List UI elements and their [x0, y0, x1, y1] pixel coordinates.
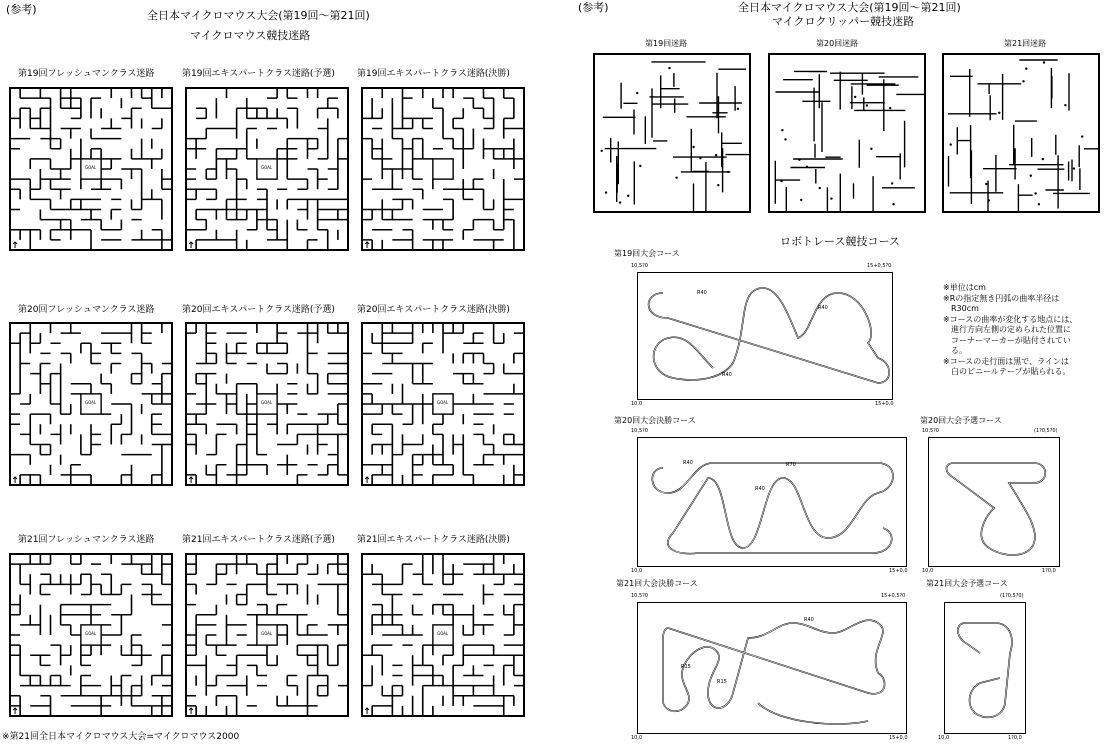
course-corner-coord: 15+0,0	[889, 735, 908, 741]
course-diagram	[637, 272, 893, 400]
clipper-maze-diagram	[768, 53, 926, 213]
right-title-line1: 全日本マイクロマウス大会(第19回〜第21回)	[738, 1, 961, 14]
maze-label: 第21回フレッシュマンクラス迷路	[18, 535, 155, 545]
radius-label: R40	[818, 305, 828, 311]
course-note-line: コーナーマーカーが貼付されてい	[943, 335, 1071, 345]
maze-diagram	[185, 87, 349, 251]
left-title-line1: 全日本マイクロマウス大会(第19回〜第21回)	[147, 9, 370, 22]
radius-label: R40	[755, 486, 765, 492]
course-corner-coord: 10,5?0	[631, 593, 648, 599]
course-label: 第20回大会決勝コース	[614, 416, 696, 425]
course-corner-coord: 15+0,0	[889, 568, 908, 574]
maze-label: 第21回エキスパートクラス迷路(予選)	[182, 535, 335, 545]
radius-label: R70	[786, 462, 796, 468]
radius-label: R40	[722, 372, 732, 378]
course-corner-coord: 10,0	[631, 735, 643, 741]
course-note-line: 白のビニールテープが貼られる。	[943, 367, 1071, 376]
clipper-maze-diagram	[593, 53, 751, 213]
course-corner-coord: 10,0	[631, 568, 643, 574]
course-label: 第19回大会コース	[614, 249, 680, 258]
course-corner-coord: 15+0,5?0	[881, 593, 906, 599]
maze-diagram	[9, 553, 173, 717]
maze-label: 第20回フレッシュマンクラス迷路	[18, 305, 155, 315]
robotrace-title: ロボトレース競技コース	[780, 235, 900, 248]
maze-label: 第21回エキスパートクラス迷路(決勝)	[357, 535, 510, 545]
maze-goal-label: GOAL	[261, 631, 273, 636]
maze-goal-label: GOAL	[437, 631, 449, 636]
course-corner-coord: 10,0	[938, 735, 950, 741]
course-corner-coord: (1?0,5?0)	[1034, 428, 1058, 434]
course-corner-coord: 10,5?0	[631, 428, 648, 434]
course-corner-coord: 1?0,0	[1008, 735, 1022, 741]
left-footnote: ※第21回全日本マイクロマウス大会=マイクロマウス2000	[2, 732, 240, 742]
course-note-line: ※Rの指定無き円弧の曲率半径は	[943, 293, 1060, 303]
clipper-maze-label: 第21回迷路	[1004, 39, 1047, 48]
course-corner-coord: 1?0,0	[1042, 568, 1056, 574]
course-corner-coord: 10,5?0	[631, 263, 648, 269]
maze-goal-label: GOAL	[85, 165, 97, 170]
course-diagram	[928, 437, 1060, 567]
course-corner-coord: 10,0	[631, 401, 643, 407]
clipper-maze-diagram	[942, 53, 1100, 213]
course-corner-coord: 15+0,0	[875, 401, 894, 407]
clipper-maze-label: 第19回迷路	[645, 39, 688, 48]
course-note-line: ※コースの走行面は黒で、ラインは	[943, 356, 1069, 366]
course-note-line: ※コースの曲率が変化する地点には、	[943, 314, 1078, 324]
maze-diagram	[361, 87, 525, 251]
course-diagram	[637, 437, 907, 567]
maze-goal-label: GOAL	[437, 400, 449, 405]
radius-label: R15	[717, 679, 727, 685]
course-note-line: ※単位はcm	[943, 283, 986, 292]
course-corner-coord: 10,5?0	[922, 428, 939, 434]
course-label: 第21回大会予選コース	[926, 579, 1008, 588]
maze-diagram	[9, 87, 173, 251]
maze-goal-label: GOAL	[85, 400, 97, 405]
maze-goal-label: GOAL	[261, 165, 273, 170]
radius-label: R40	[804, 617, 814, 623]
radius-label: R40	[697, 290, 707, 296]
course-corner-coord: 10,0	[922, 568, 934, 574]
left-ref-label: (参考)	[6, 3, 37, 16]
maze-diagram	[361, 553, 525, 717]
course-note-line: R30cm	[943, 304, 979, 313]
course-diagram	[944, 602, 1026, 734]
course-note-line: る。	[943, 346, 967, 355]
radius-label: R15	[681, 664, 691, 670]
maze-diagram	[9, 322, 173, 486]
maze-label: 第20回エキスパートクラス迷路(決勝)	[357, 305, 510, 315]
course-diagram	[637, 602, 907, 734]
course-label: 第21回大会決勝コース	[616, 579, 698, 588]
right-title-line2: マイクロクリッパー競技迷路	[772, 15, 915, 28]
course-corner-coord: 15+0,5?0	[867, 263, 892, 269]
maze-label: 第19回エキスパートクラス迷路(予選)	[182, 69, 335, 79]
maze-diagram	[185, 322, 349, 486]
right-ref-label: (参考)	[578, 1, 609, 14]
clipper-maze-label: 第20回迷路	[816, 39, 859, 48]
maze-label: 第19回エキスパートクラス迷路(決勝)	[357, 69, 510, 79]
maze-label: 第20回エキスパートクラス迷路(予選)	[182, 305, 335, 315]
radius-label: R40	[683, 460, 693, 466]
maze-diagram	[361, 322, 525, 486]
course-note-line: 進行方向左側の定められた位置に	[943, 325, 1071, 334]
maze-label: 第19回フレッシュマンクラス迷路	[18, 69, 155, 79]
left-title-line2: マイクロマウス競技迷路	[190, 29, 311, 42]
course-label: 第20回大会予選コース	[920, 416, 1002, 425]
maze-goal-label: GOAL	[261, 400, 273, 405]
maze-goal-label: GOAL	[85, 631, 97, 636]
maze-walls	[361, 87, 525, 251]
course-corner-coord: (1?0,5?0)	[1000, 593, 1024, 599]
maze-diagram	[185, 553, 349, 717]
